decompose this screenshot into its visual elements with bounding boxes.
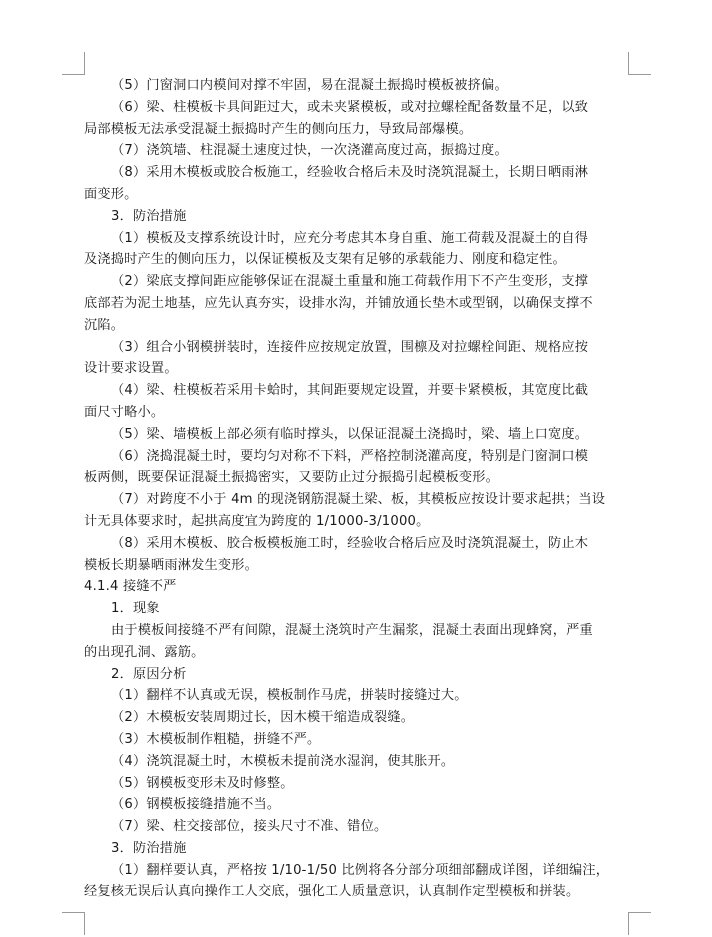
text-line: （1）翻样不认真或无误，模板制作马虎，拼装时接缝过大。 <box>111 688 468 704</box>
text-line: （2）木模板安装周期过长，因木模干缩造成裂缝。 <box>111 710 415 726</box>
text-line: 底部若为泥土地基，应先认真夯实，设排水沟，并铺放通长垫木或型钢，以确保支撑不 <box>84 295 593 311</box>
document-body <box>84 75 630 903</box>
text-line: 及浇捣时产生的侧向压力，以保证模板及支架有足够的承载能力、刚度和稳定性。 <box>84 252 566 268</box>
text-line: 3．防治措施 <box>111 840 187 856</box>
text-line: （1）模板及支撑系统设计时，应充分考虑其本身自重、施工荷载及混凝土的自得 <box>111 230 589 246</box>
text-line: 4.1.4 接缝不严 <box>84 579 177 595</box>
text-line: 2．原因分析 <box>111 666 187 682</box>
text-line: （6）钢模板接缝措施不当。 <box>111 797 281 813</box>
text-line: （4）梁、柱模板若采用卡蛤时，其间距要规定设置，并要卡紧模板，其宽度比截 <box>111 383 589 399</box>
text-line: （7）浇筑墙、柱混凝土速度过快，一次浇灌高度过高，振捣过度。 <box>111 143 508 159</box>
text-line: 经复核无误后认真向操作工人交底，强化工人质量意识，认真制作定型模板和拼装。 <box>84 884 580 900</box>
text-line: （2）梁底支撑间距应能够保证在混凝土重量和施工荷载作用下不产生变形，支撑 <box>111 274 589 290</box>
page-corner-mark-top-left <box>62 52 85 75</box>
text-line: （7）梁、柱交接部位，接头尺寸不准、错位。 <box>111 819 388 835</box>
text-line: （4）浇筑混凝土时，木模板未提前浇水湿润，使其胀开。 <box>111 753 455 769</box>
text-line: （5）钢模板变形未及时修整。 <box>111 775 294 791</box>
text-line: 沉陷。 <box>84 317 125 333</box>
text-line: （6）梁、柱模板卡具间距过大，或未夹紧模板，或对拉螺栓配备数量不足，以致 <box>111 99 589 115</box>
text-line: 面尺寸略小。 <box>84 404 165 420</box>
text-line: 3．防治措施 <box>111 208 187 224</box>
text-line: 设计要求设置。 <box>84 361 178 377</box>
text-line: 1．现象 <box>111 601 160 617</box>
text-line: 的出现孔洞、露筋。 <box>84 644 205 660</box>
text-line: （5）梁、墙模板上部必须有临时撑头，以保证混凝土浇捣时，梁、墙上口宽度。 <box>111 426 589 442</box>
text-line: 局部模板无法承受混凝土振捣时产生的侧向压力，导致局部爆模。 <box>84 121 473 137</box>
text-line: 面变形。 <box>84 186 138 202</box>
text-line: （8）采用木模板或胶合板施工，经验收合格后未及时浇筑混凝土，长期日晒雨淋 <box>111 165 589 181</box>
text-line: 由于模板间接缝不严有间隙，混凝土浇筑时产生漏浆，混凝土表面出现蜂窝，严重 <box>111 622 593 638</box>
text-line: （8）采用木模板、胶合板模板施工时，经验收合格后应及时浇筑混凝土，防止木 <box>111 535 589 551</box>
text-line: （5）门窗洞口内模间对撑不牢固，易在混凝土振捣时模板被挤偏。 <box>111 78 508 93</box>
page-corner-mark-top-right <box>628 52 651 75</box>
page-corner-mark-bottom-left <box>62 912 85 935</box>
page-corner-mark-bottom-right <box>628 912 651 935</box>
text-line: （3）木模板制作粗糙，拼缝不严。 <box>111 731 321 747</box>
text-line: （7）对跨度不小于 4m 的现浇钢筋混凝土梁、板，其模板应按设计要求起拱；当设 <box>111 492 606 508</box>
text-line: （3）组合小钢模拼装时，连接件应按规定放置，围檩及对拉螺栓间距、规格应按 <box>111 339 589 355</box>
text-line: 计无具体要求时，起拱高度宜为跨度的 1/1000-3/1000。 <box>84 513 430 529</box>
text-line: 模板长期暴晒雨淋发生变形。 <box>84 557 259 573</box>
text-line: （6）浇捣混凝土时，要均匀对称不下料，严格控制浇灌高度，特别是门窗洞口模 <box>111 448 589 464</box>
text-line: 板两侧，既要保证混凝土振捣密实，又要防止过分振捣引起模板变形。 <box>84 470 500 486</box>
text-line: （1）翻样要认真，严格按 1/10-1/50 比例将各分部分项细部翻成详图，详细编注， <box>111 862 610 878</box>
